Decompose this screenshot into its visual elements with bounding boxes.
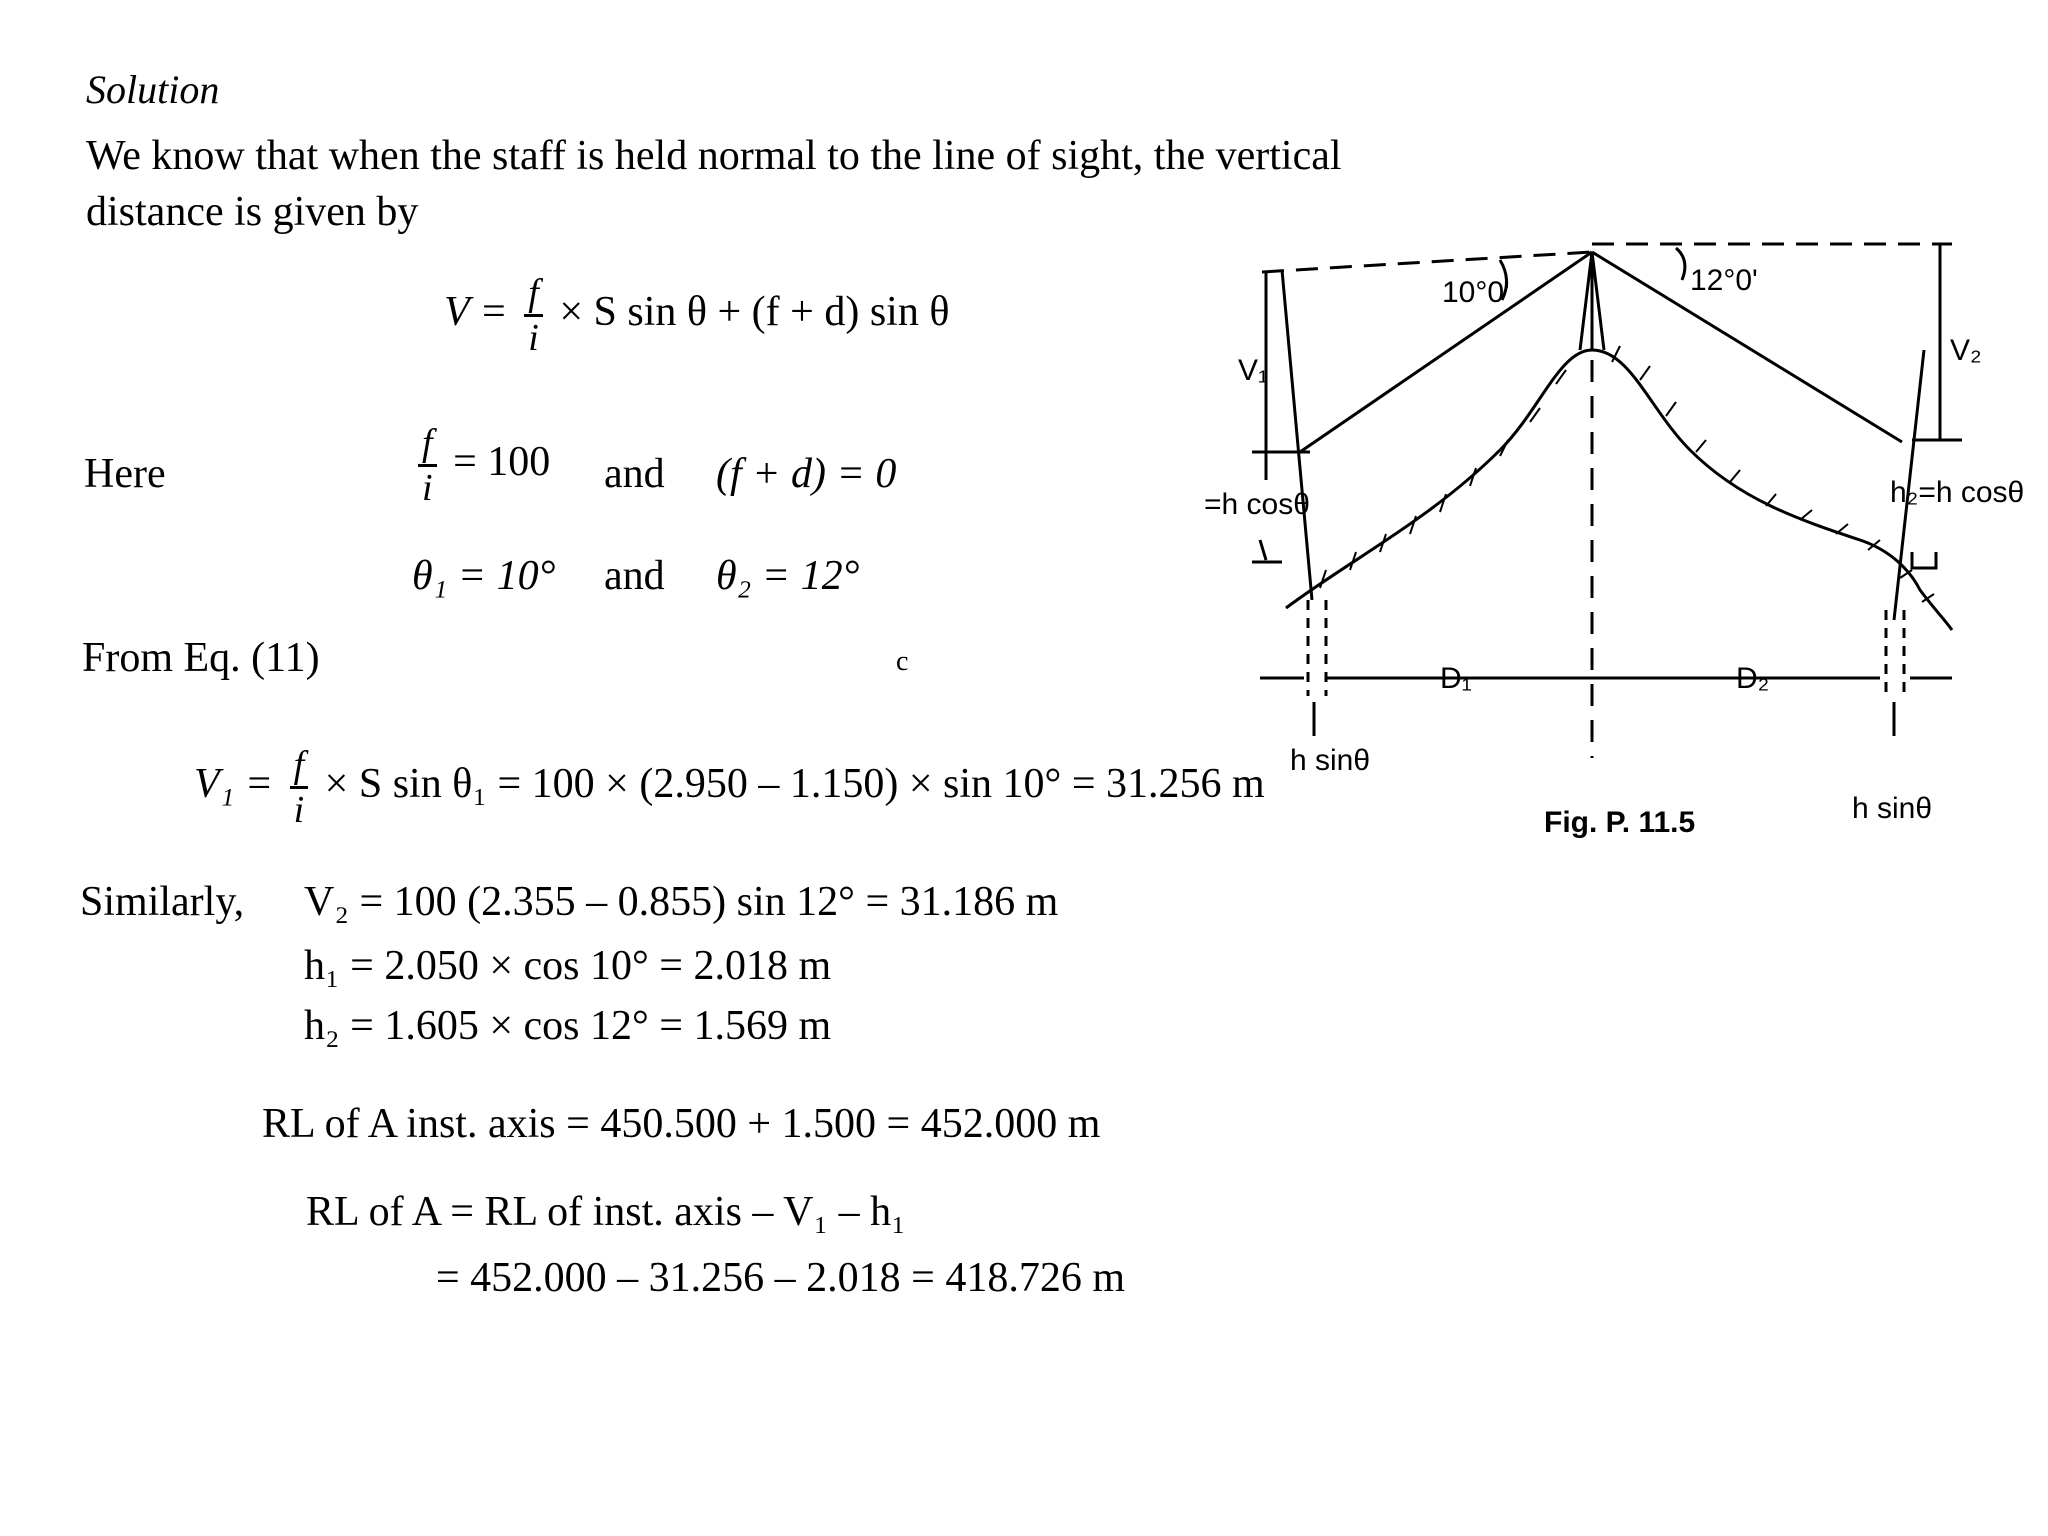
frac-den: i — [422, 467, 433, 509]
survey-figure — [1200, 190, 2040, 870]
rl-a-equation-line-2: = 452.000 – 31.256 – 2.018 = 418.726 m — [436, 1255, 1126, 1301]
frac-den: i — [293, 789, 305, 831]
v2-label: V₂ — [1950, 334, 1982, 367]
hsin-left-label: h sinθ — [1290, 744, 1371, 777]
left-staff — [1282, 270, 1312, 600]
rl-inst-axis-equation: RL of A inst. axis = 450.500 + 1.500 = 452.000 m — [262, 1101, 1101, 1147]
left-h-arrow — [1260, 540, 1266, 560]
eq-general-lhs: V = — [444, 289, 508, 336]
v1-label: V₁ — [1238, 354, 1269, 387]
here-fraction-value — [412, 424, 550, 507]
d1-label: D₁ — [1440, 662, 1472, 695]
ground-hatching — [1320, 346, 1934, 602]
h2-label: h₂=h cosθ — [1890, 476, 2025, 509]
h2-equation: h₂ = 1.605 × cos 12° = 1.569 m — [304, 1003, 832, 1049]
here-and-2: and — [604, 553, 665, 599]
general-equation — [444, 274, 949, 357]
d2-label: D₂ — [1736, 662, 1770, 695]
left-horizontal-dashed — [1262, 252, 1592, 272]
similarly-label: Similarly, — [80, 879, 245, 925]
eq-v1-fraction — [290, 746, 309, 829]
here-fraction — [418, 424, 437, 507]
intro-line-1: We know that when the staff is held normal to the line of sight, the vertical — [86, 133, 1342, 179]
v1-equation — [194, 746, 1265, 829]
v2-equation: V₂ = 100 (2.355 – 0.855) sin 12° = 31.186 m — [304, 879, 1059, 925]
figure-caption: Fig. P. 11.5 — [1544, 806, 1696, 839]
frac-num: f — [418, 424, 437, 467]
eq-general-fraction — [524, 274, 543, 357]
intro-line-2: distance is given by — [86, 189, 419, 235]
frac-den: i — [528, 317, 539, 359]
eq-v1-lhs: V₁ = — [194, 761, 274, 808]
right-angle-arc — [1676, 248, 1685, 280]
rl-a-equation-line-1: RL of A = RL of inst. axis – V₁ – h₁ — [306, 1189, 906, 1235]
angle-left-label: 10°0' — [1442, 276, 1510, 309]
here-label: Here — [84, 451, 166, 497]
here-theta2: θ₂ = 12° — [716, 553, 860, 599]
solution-heading: Solution — [86, 67, 220, 112]
from-eq-label: From Eq. (11) — [82, 635, 320, 681]
hsin-right-label: h sinθ — [1852, 792, 1933, 825]
here-fd: (f + d) = 0 — [716, 451, 897, 497]
h1-equation: h₁ = 2.050 × cos 10° = 2.018 m — [304, 943, 832, 989]
here-and-1: and — [604, 451, 665, 497]
frac-num: f — [524, 274, 543, 317]
h1-label: =h cosθ — [1204, 488, 1310, 521]
right-h2-bracket — [1912, 552, 1936, 568]
frac-num: f — [290, 746, 309, 789]
here-theta1: θ₁ = 10° — [412, 553, 556, 599]
eq-v1-rhs: × S sin θ₁ = 100 × (2.950 – 1.150) × sin 10° = 31.256 m — [324, 761, 1265, 808]
here-value: = 100 — [453, 439, 551, 486]
eq-general-rhs: × S sin θ + (f + d) sin θ — [559, 289, 950, 336]
angle-right-label: 12°0' — [1690, 264, 1758, 297]
stray-mark: c — [896, 646, 909, 677]
